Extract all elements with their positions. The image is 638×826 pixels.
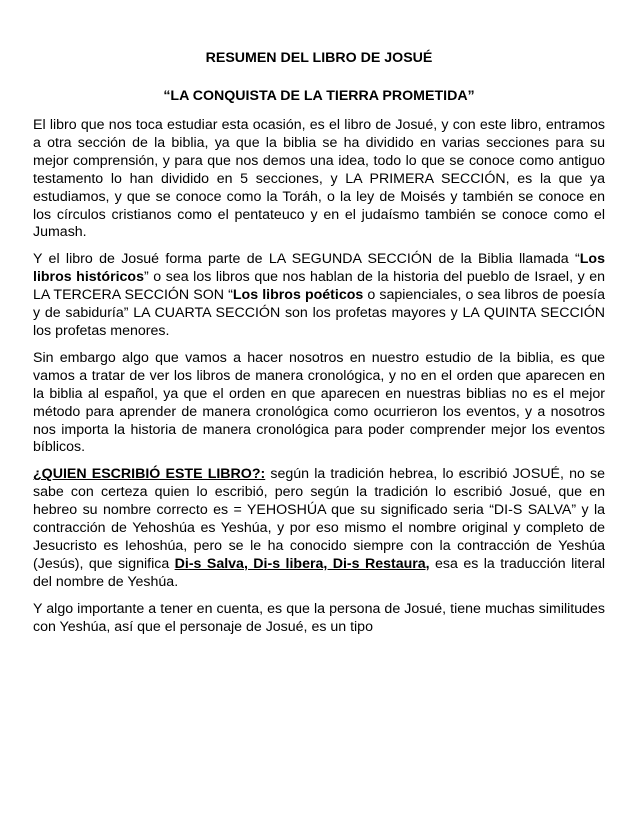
paragraph-2-text-a: Y el libro de Josué forma parte de LA SEGUNDA SECCIÓN de la Biblia llamada “ <box>33 251 580 268</box>
bold-name-meaning: Di-s Salva, Di-s libera, Di-s Restaura, <box>174 555 430 572</box>
bold-term-historicos: Los libros históricos <box>33 251 605 286</box>
paragraph-5: Y algo importante a tener en cuenta, es que la persona de Josué, tiene muchas similitudes con Yeshúa, así que el personaje de Josué, es un tipo <box>33 600 605 635</box>
paragraph-2-text-e: o sapienciales, o sea libros de poesía y de sabiduría” LA CUARTA SECCIÓN son los profetas mayores y LA QUINTA SECCIÓN los profetas menores. <box>33 287 605 339</box>
paragraph-2-text-c: ” o sea los libros que nos hablan de la historia del pueblo de Israel, y en LA TERCERA SECCIÓN SON “ <box>33 269 605 304</box>
page-title: RESUMEN DEL LIBRO DE JOSUÉ <box>205 50 433 66</box>
paragraph-4-text-b: según la tradición hebrea, lo escribió JOSUÉ, no se sabe con certeza quien lo escribió, pero según la tradición lo escribió Josué, que en hebreo su nombre correcto es = YEHOSHÚA que su significado seria “DI-S SALVA” y la contracción de Yehoshúa es Yeshúa, y por eso mismo el nombre original y completo de Jesucristo es Iehoshúa, pero se le ha conocido siempre con la contracción de Yeshúa (Jesús), que significa <box>33 466 605 572</box>
section-heading-author: ¿QUIEN ESCRIBIÓ ESTE LIBRO?: <box>33 466 266 483</box>
bold-term-poeticos: Los libros poéticos <box>232 287 364 304</box>
page-subtitle: “LA CONQUISTA DE LA TIERRA PROMETIDA” <box>163 88 475 104</box>
paragraph-1: El libro que nos toca estudiar esta ocasión, es el libro de Josué, y con este libro, entramos a otra sección de la biblia, ya que la biblia se ha dividido en varias secciones para su mejor comprensión, y para que nos demos una idea, todo lo que se conoce como antiguo testamento lo han dividido en 5 secciones, y LA PRIMERA SECCIÓN, es la que ya estudiamos, y que se conoce como la Toráh, o la ley de Moisés y también se conoce en los círculos cristianos como el pentateuco y en el judaísmo también se conoce como el Jumash. <box>33 117 605 241</box>
paragraph-2 <box>33 251 605 341</box>
paragraph-4-text-d: esa es la traducción literal del nombre de Yeshúa. <box>33 555 605 590</box>
paragraph-3: Sin embargo algo que vamos a hacer nosotros en nuestro estudio de la biblia, es que vamos a tratar de ver los libros de manera cronológica, y no en el orden que aparecen en la biblia al español, ya que el orden en que aparecen en nuestras biblias no es el mejor método para aprender de manera cronológica como ocurrieron los eventos, y a nosotros nos importa la historia de manera cronológica para poder comprender mejor los eventos bíblicos. <box>33 349 605 456</box>
paragraph-4 <box>33 466 605 591</box>
